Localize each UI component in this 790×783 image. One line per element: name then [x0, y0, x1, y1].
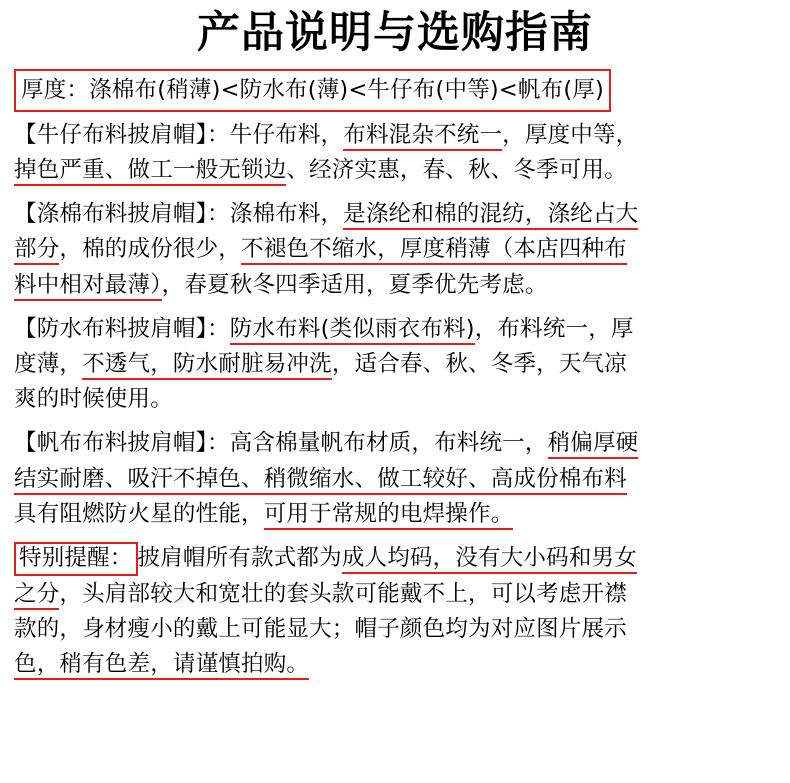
section-waterproof-line-0-run-0: 【防水布料披肩帽】：: [14, 315, 230, 342]
section-waterproof-line-1-run-1: 不透气，防水耐脏易冲洗: [82, 351, 332, 380]
section-waterproof-line-1-run-0: 度薄，: [14, 351, 83, 378]
thickness-text: 涤棉布(稍薄)<防水布(薄)<牛仔布(中等)<帆布(厚): [89, 76, 604, 103]
section-canvas-line-0-run-1: 稍偏厚硬: [548, 430, 639, 459]
special-reminder-block: [14, 541, 776, 682]
reminder-line-3: [14, 647, 776, 681]
section-denim-line-0: [14, 118, 776, 152]
section-polyester-cotton-line-1-run-2: 不褪色不缩水，厚度稍薄（本店四种布: [241, 236, 627, 265]
section-polyester-cotton: [14, 197, 776, 302]
section-canvas-line-2-run-1: 可用于常规的电焊操作。: [264, 501, 514, 530]
section-polyester-cotton-line-0-run-1: 是涤纶和棉的混纺，涤纶占大: [343, 201, 638, 230]
section-waterproof-line-2: [14, 382, 776, 416]
reminder-line-1-run-0: 之分: [14, 581, 59, 610]
reminder-line-0-run-0: 披肩帽所有款式都为: [137, 544, 342, 571]
reminder-line-3-run-0: 色，稍有色差，请谨慎拍购。: [14, 651, 309, 680]
section-polyester-cotton-line-0-run-0: 【涤棉布料披肩帽】：涤棉布料，: [14, 201, 344, 228]
section-waterproof-line-1: [14, 347, 776, 381]
section-polyester-cotton-line-0: [14, 197, 776, 231]
section-denim: [14, 118, 776, 187]
section-denim-line-1-run-0: 掉色严重、做工一般无锁边: [14, 157, 286, 186]
section-denim-line-1-run-1: 、经济实惠，春、秋、冬季可用。: [286, 157, 627, 184]
section-denim-line-0-run-0: 【牛仔布料披肩帽】：牛仔布料，: [14, 121, 344, 148]
special-reminder-label: 特别提醒：: [14, 542, 138, 576]
section-polyester-cotton-line-1-run-1: ，棉的成份很少，: [59, 236, 242, 263]
section-canvas-line-0: [14, 426, 776, 460]
reminder-line-2-run-0: 款的，身材瘦小的戴上可能显大；帽子颜色均为对应图片展示: [14, 616, 627, 643]
thickness-callout: [14, 69, 611, 112]
reminder-line-1: [14, 577, 776, 611]
sections-container: [14, 118, 776, 531]
section-waterproof-line-2-run-0: 爽的时候使用。: [14, 386, 173, 413]
section-polyester-cotton-line-1-run-0: 部分: [14, 236, 59, 265]
thickness-label: 厚度：: [21, 76, 90, 103]
reminder-line-1-run-1: ，头肩部较大和宽壮的套头款可能戴不上，可以考虑开襟: [59, 581, 627, 608]
section-polyester-cotton-line-2-run-0: 料中相对最薄）: [14, 272, 162, 301]
reminder-first-line: [14, 541, 776, 576]
section-canvas-line-1: [14, 462, 776, 496]
reminder-rest-lines: [14, 577, 776, 682]
section-waterproof-line-0: [14, 312, 776, 346]
section-canvas: [14, 426, 776, 531]
reminder-line-0-run-1: 成人均码，没有大小码和男女: [342, 545, 637, 574]
section-polyester-cotton-line-1: [14, 232, 776, 266]
section-waterproof: [14, 312, 776, 417]
reminder-line-2: [14, 612, 776, 646]
section-waterproof-line-0-run-1: 防水布料(类似雨衣布料): [230, 316, 475, 345]
thickness-line: [21, 73, 604, 107]
section-canvas-line-2: [14, 497, 776, 531]
section-denim-line-0-run-2: ，厚度中等，: [502, 121, 639, 148]
section-waterproof-line-0-run-2: ，布料统一，厚: [474, 315, 634, 342]
section-canvas-line-1-run-0: 结实耐磨、吸汗不掉色、稍微缩水、做工较好、高成份棉布料: [14, 466, 627, 495]
section-waterproof-line-1-run-2: ，适合春、秋、冬季，天气凉: [331, 351, 627, 378]
section-canvas-line-0-run-0: 【帆布布料披肩帽】：高含棉量帆布材质，布料统一，: [14, 430, 548, 457]
section-denim-line-1: [14, 153, 776, 187]
section-polyester-cotton-line-2-run-1: ，春夏秋冬四季适用，夏季优先考虑。: [161, 271, 548, 298]
page-title: 产品说明与选购指南: [197, 8, 593, 58]
section-canvas-line-2-run-0: 具有阻燃防火星的性能，: [14, 500, 264, 527]
section-polyester-cotton-line-2: [14, 268, 776, 302]
section-denim-line-0-run-1: 布料混杂不统一: [343, 122, 502, 151]
